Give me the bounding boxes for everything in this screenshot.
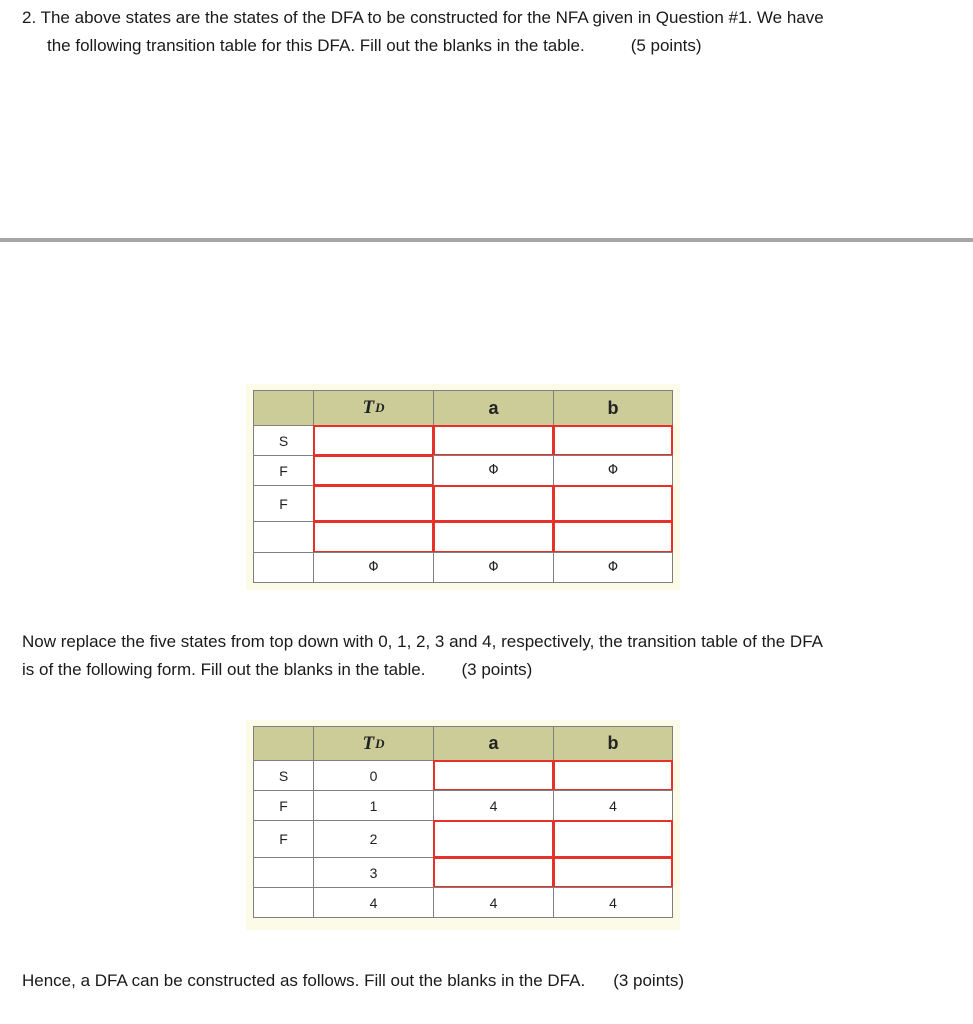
table2-cell: 2 [313, 820, 434, 858]
table1-header-td-symbol: T [362, 397, 375, 418]
table2-cell: 0 [313, 760, 434, 791]
table1-cell: Φ [553, 455, 673, 486]
table2-row-label: F [253, 820, 314, 858]
table1-blank-cell[interactable] [313, 425, 434, 456]
table2-cell: 4 [433, 790, 554, 821]
construct-dfa-text [22, 967, 684, 995]
table2-cell: 3 [313, 857, 434, 888]
section-divider [0, 238, 973, 242]
table2-cell: 1 [313, 790, 434, 821]
table2-blank-cell[interactable] [433, 760, 554, 791]
table2-header-a: a [433, 726, 554, 761]
table2-row-label: S [253, 760, 314, 791]
question-2-instruction: the following transition table for this DFA. Fill out the blanks in the table. [47, 36, 585, 55]
table1-blank-cell[interactable] [313, 485, 434, 522]
table1-row-label [253, 521, 314, 553]
table1-header-blank [253, 390, 314, 426]
table2-blank-cell[interactable] [553, 760, 673, 791]
construct-dfa-points: (3 points) [613, 971, 685, 990]
table1-header-td-subscript: D [375, 400, 385, 415]
table1-blank-cell[interactable] [433, 485, 554, 522]
table2-header-blank [253, 726, 314, 761]
table1-blank-cell[interactable] [553, 425, 673, 456]
replace-states-instruction: is of the following form. Fill out the blanks in the table. [22, 660, 426, 679]
table1-cell: Φ [433, 552, 554, 583]
table1-row-label: S [253, 425, 314, 456]
replace-states-text-line2 [22, 656, 532, 684]
table2-cell: 4 [553, 887, 673, 918]
table2-blank-cell[interactable] [553, 820, 673, 858]
construct-dfa-instruction: Hence, a DFA can be constructed as follows. Fill out the blanks in the DFA. [22, 971, 586, 990]
question-2-points: (5 points) [630, 36, 702, 55]
table1-row-label: F [253, 455, 314, 486]
table1-blank-cell[interactable] [313, 455, 434, 486]
table2-blank-cell[interactable] [433, 857, 554, 888]
table1-header-b: b [553, 390, 673, 426]
table1-blank-cell[interactable] [553, 521, 673, 553]
table2-header-td-symbol: T [362, 732, 375, 754]
table1-header-td [313, 390, 434, 426]
table2-header-td [313, 726, 434, 761]
transition-table-1 [246, 384, 680, 590]
table2-blank-cell[interactable] [433, 820, 554, 858]
table1-blank-cell[interactable] [313, 521, 434, 553]
table2-row-label [253, 887, 314, 918]
table1-blank-cell[interactable] [553, 485, 673, 522]
replace-states-points: (3 points) [461, 660, 533, 679]
table1-row-label: F [253, 485, 314, 522]
table2-cell: 4 [553, 790, 673, 821]
table2-row-label [253, 857, 314, 888]
table2-blank-cell[interactable] [553, 857, 673, 888]
table2-header-b: b [553, 726, 673, 761]
table2-row-label: F [253, 790, 314, 821]
table1-blank-cell[interactable] [433, 521, 554, 553]
question-2-text-line2 [47, 32, 702, 60]
table1-header-a: a [433, 390, 554, 426]
transition-table-2 [246, 720, 680, 930]
table1-row-label [253, 552, 314, 583]
table1-cell: Φ [313, 552, 434, 583]
table2-cell: 4 [313, 887, 434, 918]
table1-cell: Φ [553, 552, 673, 583]
table1-blank-cell[interactable] [433, 425, 554, 456]
question-2-text-line1: 2. The above states are the states of the DFA to be constructed for the NFA given in Question #1. We have [22, 8, 824, 27]
table1-cell: Φ [433, 455, 554, 486]
replace-states-text-line1: Now replace the five states from top down with 0, 1, 2, 3 and 4, respectively, the transition table of the DFA [22, 632, 823, 651]
table2-cell: 4 [433, 887, 554, 918]
table2-header-td-subscript: D [375, 735, 385, 751]
